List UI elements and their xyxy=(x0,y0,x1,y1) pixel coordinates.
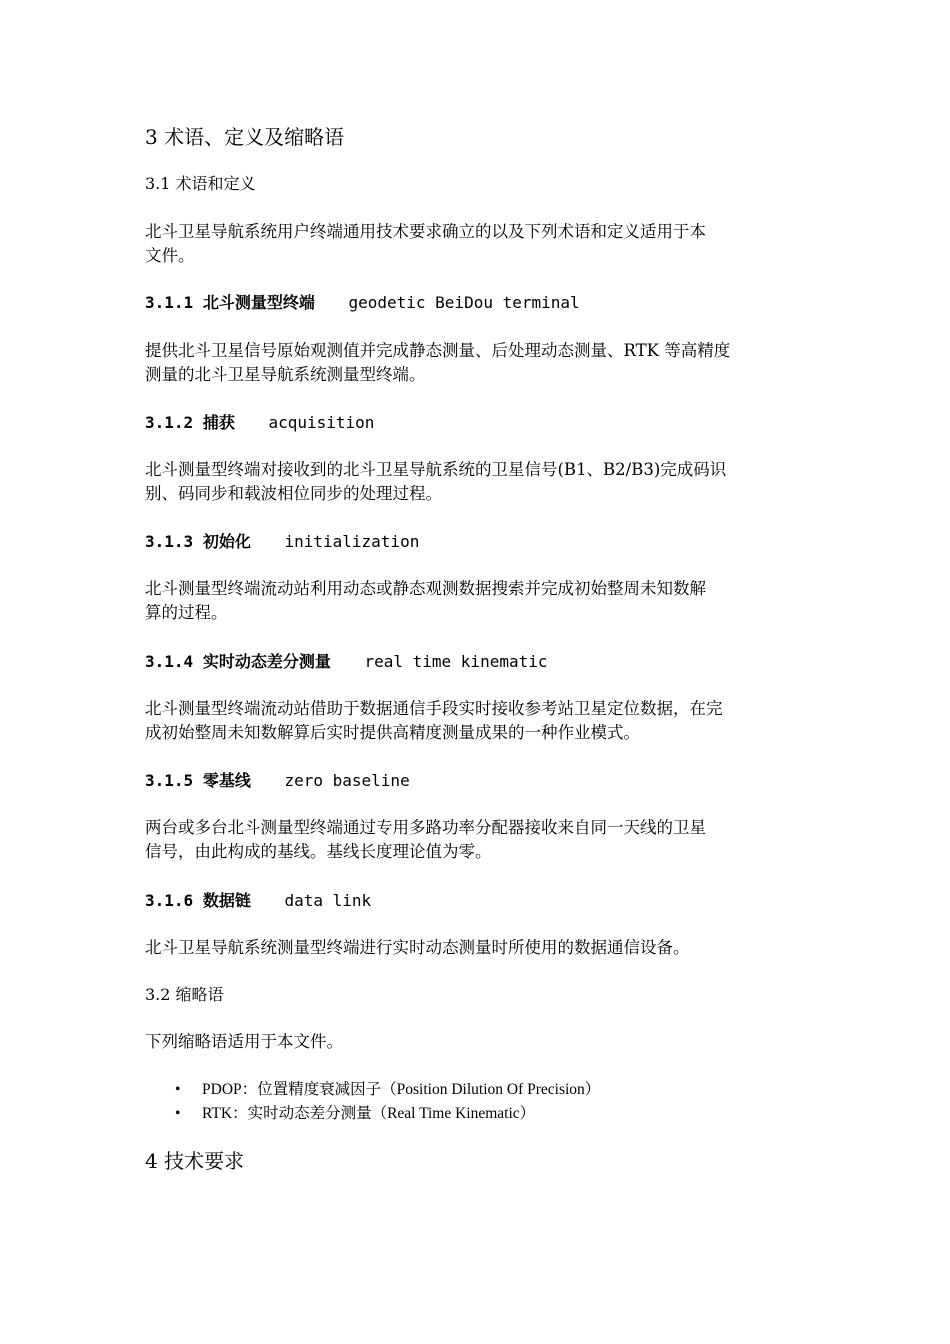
term-name-en: acquisition xyxy=(268,413,375,432)
section-3-2-intro: 下列缩略语适用于本文件。 xyxy=(145,1032,343,1051)
section-3-1-heading: 3.1 术语和定义 xyxy=(145,174,256,193)
abbreviation-entry: RTK：实时动态差分测量（Real Time Kinematic） xyxy=(202,1105,536,1122)
paragraph-line: 信号，由此构成的基线。基线长度理论值为零。 xyxy=(145,842,492,861)
section-3-heading: 3 术语、定义及缩略语 xyxy=(145,125,345,149)
term-definition-3-1-1 xyxy=(145,339,810,387)
term-heading-3-1-2 xyxy=(145,412,810,434)
paragraph-line: 北斗测量型终端流动站借助于数据通信手段实时接收参考站卫星定位数据，在完 xyxy=(145,699,723,718)
term-name-cn: 零基线 xyxy=(202,771,251,790)
paragraph-line: 两台或多台北斗测量型终端通过专用多路功率分配器接收来自同一天线的卫星 xyxy=(145,818,706,837)
term-name-en: data link xyxy=(284,891,372,910)
paragraph-line: 北斗测量型终端对接收到的北斗卫星导航系统的卫星信号(B1、B2/B3)完成码识 xyxy=(145,460,727,479)
paragraph-line: 成初始整周未知数解算后实时提供高精度测量成果的一种作业模式。 xyxy=(145,723,640,742)
term-number: 3.1.3 xyxy=(145,532,194,551)
term-name-en: zero baseline xyxy=(284,771,410,790)
list-item xyxy=(145,1102,810,1126)
paragraph-line: 北斗卫星导航系统测量型终端进行实时动态测量时所使用的数据通信设备。 xyxy=(145,938,690,957)
paragraph-line: 测量的北斗卫星导航系统测量型终端。 xyxy=(145,365,426,384)
term-name-cn: 初始化 xyxy=(202,532,251,551)
bullet-icon: • xyxy=(175,1081,181,1098)
bullet-icon: • xyxy=(175,1105,181,1122)
list-item xyxy=(145,1078,810,1102)
term-definition-3-1-5 xyxy=(145,816,810,864)
paragraph-line: 北斗测量型终端流动站利用动态或静态观测数据搜索并完成初始整周未知数解 xyxy=(145,579,706,598)
term-name-cn: 实时动态差分测量 xyxy=(202,652,331,671)
term-number: 3.1.2 xyxy=(145,413,194,432)
term-heading-3-1-1 xyxy=(145,292,810,314)
term-name-cn: 数据链 xyxy=(202,891,251,910)
term-definition-3-1-3 xyxy=(145,577,810,625)
term-definition-3-1-2 xyxy=(145,458,810,506)
term-heading-3-1-4 xyxy=(145,651,810,673)
term-heading-3-1-5 xyxy=(145,770,810,792)
term-number: 3.1.1 xyxy=(145,293,194,312)
paragraph-line: 别、码同步和载波相位同步的处理过程。 xyxy=(145,484,442,503)
term-name-en: geodetic BeiDou terminal xyxy=(348,293,580,312)
term-name-en: initialization xyxy=(284,532,420,551)
term-name-en: real time kinematic xyxy=(364,652,548,671)
term-definition-3-1-6 xyxy=(145,936,810,960)
term-number: 3.1.4 xyxy=(145,652,194,671)
paragraph-line: 提供北斗卫星信号原始观测值并完成静态测量、后处理动态测量、RTK 等高精度 xyxy=(145,341,731,360)
term-heading-3-1-3 xyxy=(145,531,810,553)
paragraph-line: 北斗卫星导航系统用户终端通用技术要求确立的以及下列术语和定义适用于本 xyxy=(145,222,706,241)
abbreviation-list xyxy=(145,1078,810,1126)
section-3-2-heading: 3.2 缩略语 xyxy=(145,985,224,1004)
term-name-cn: 北斗测量型终端 xyxy=(202,293,315,312)
term-definition-3-1-4 xyxy=(145,697,810,745)
term-heading-3-1-6 xyxy=(145,890,810,912)
paragraph-line: 文件。 xyxy=(145,246,195,265)
paragraph-line: 算的过程。 xyxy=(145,603,228,622)
term-name-cn: 捕获 xyxy=(202,413,235,432)
term-number: 3.1.5 xyxy=(145,771,194,790)
section-4-heading: 4 技术要求 xyxy=(145,1149,245,1173)
term-number: 3.1.6 xyxy=(145,891,194,910)
abbreviation-entry: PDOP：位置精度衰减因子（Position Dilution Of Precision） xyxy=(202,1081,601,1098)
section-3-1-intro xyxy=(145,220,810,268)
